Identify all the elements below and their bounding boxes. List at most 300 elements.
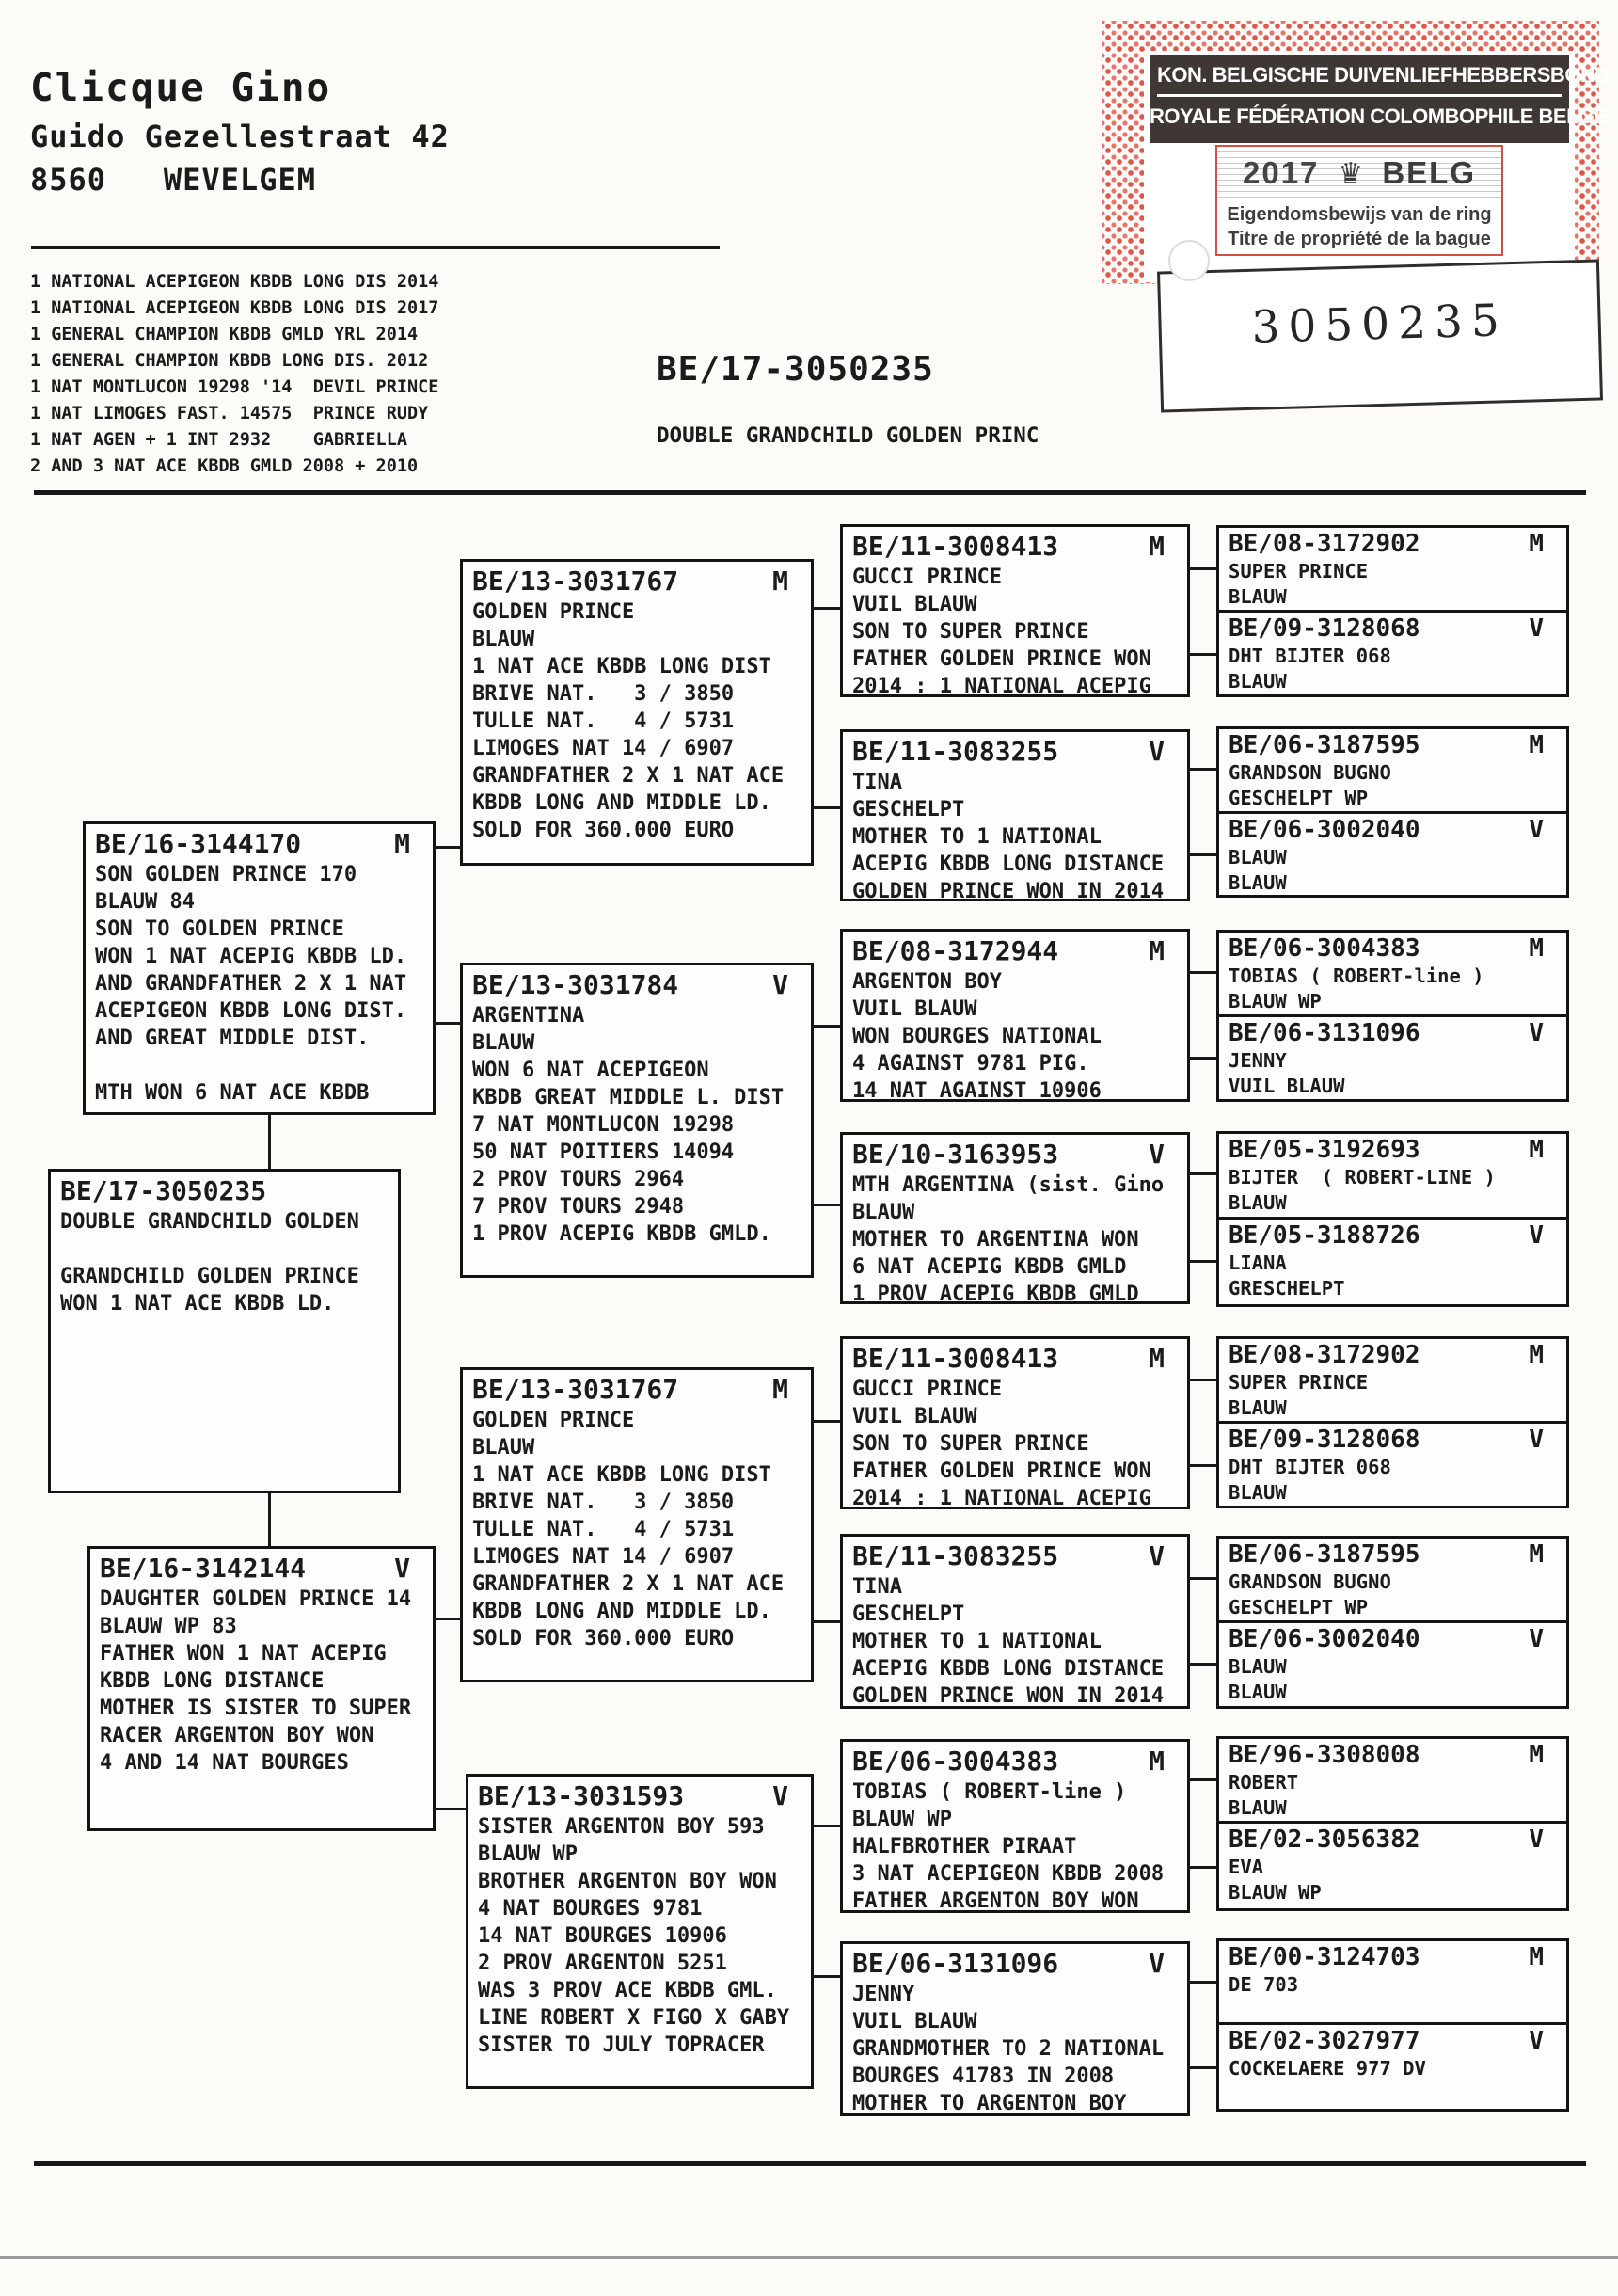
ring-number: BE/13-3031784: [472, 969, 679, 1000]
pedigree-box-gen4-6: [1216, 1536, 1569, 1709]
sex-label: M: [1529, 731, 1544, 759]
pedigree-notes: [852, 564, 1187, 700]
text-line: LIANA: [1229, 1251, 1287, 1274]
pedigree-notes: [852, 769, 1187, 905]
text-line: 2014 : 1 NATIONAL ACEPIG: [852, 675, 1151, 698]
gen4-entry: [1219, 1424, 1566, 1506]
connector: [1188, 653, 1218, 656]
connector: [812, 1025, 842, 1028]
text-line: 2 PROV TOURS 2964: [472, 1168, 685, 1191]
ring-number: BE/06-3004383: [852, 1746, 1059, 1777]
pedigree-box-gen3-3: [840, 929, 1190, 1102]
sex-label: V: [1529, 614, 1544, 643]
pedigree-notes: [852, 968, 1187, 1105]
pedigree-notes: [1229, 1251, 1566, 1301]
ring-number: BE/06-3187595: [1229, 1540, 1420, 1569]
text-line: JENNY: [852, 1983, 915, 2006]
pedigree-notes: [478, 1813, 811, 2059]
text-line: 2014 : 1 NATIONAL ACEPIG: [852, 1487, 1151, 1510]
connector: [1188, 1577, 1218, 1580]
text-line: 14 NAT AGAINST 10906: [852, 1079, 1102, 1103]
connector: [812, 1975, 842, 1978]
text-line: GOLDEN PRINCE: [472, 1409, 635, 1432]
text-line: ARGENTON BOY: [852, 970, 1002, 994]
gen4-entry: [1219, 1539, 1566, 1623]
federation-name-nl: KON. BELGISCHE DUIVENLIEFHEBBERSBOND: [1157, 56, 1562, 97]
pedigree-box-gen4-4: [1216, 1131, 1569, 1307]
connector: [434, 1618, 462, 1620]
sex-label: M: [1529, 530, 1544, 558]
pedigree-notes: [1229, 964, 1566, 1014]
pedigree-box-gen3-6: [840, 1534, 1190, 1709]
text-line: 4 AND 14 NAT BOURGES: [100, 1751, 349, 1775]
bottom-divider: [34, 2161, 1586, 2166]
text-line: 50 NAT POITIERS 14094: [472, 1140, 735, 1164]
sex-label: V: [1529, 1625, 1544, 1653]
text-line: ACEPIG KBDB LONG DISTANCE: [852, 853, 1165, 876]
text-line: KBDB GREAT MIDDLE L. DIST: [472, 1086, 785, 1109]
text-line: SON TO SUPER PRINCE: [852, 620, 1089, 644]
text-line: ROBERT: [1229, 1771, 1299, 1794]
pedigree-notes: [1229, 644, 1566, 694]
text-line: EVA: [1229, 1856, 1264, 1878]
text-line: BLAUW WP 83: [100, 1615, 237, 1638]
text-line: DOUBLE GRANDCHILD GOLDEN: [60, 1210, 359, 1234]
text-line: TULLE NAT. 4 / 5731: [472, 1518, 735, 1541]
pedigree-notes: [95, 861, 433, 1107]
ring-number: BE/16-3142144: [100, 1553, 307, 1584]
text-line: GESCHELPT WP: [1229, 787, 1369, 809]
ring-number: BE/11-3083255: [852, 736, 1059, 767]
gen4-entry: [1219, 729, 1566, 814]
owner-street: Guido Gezellestraat 42: [30, 119, 450, 154]
text-line: 3 NAT ACEPIGEON KBDB 2008: [852, 1862, 1165, 1886]
text-line: LIMOGES NAT 14 / 6907: [472, 1545, 735, 1569]
ring-number: BE/17-3050235: [60, 1175, 267, 1206]
text-line: GRANDMOTHER TO 2 NATIONAL: [852, 2037, 1165, 2061]
sex-label: V: [1149, 736, 1165, 767]
text-line: WON 6 NAT ACEPIGEON: [472, 1059, 709, 1082]
text-line: VUIL BLAUW: [852, 1405, 977, 1428]
text-line: HALFBROTHER PIRAAT: [852, 1835, 1077, 1858]
text-line: TULLE NAT. 4 / 5731: [472, 710, 735, 733]
text-line: SOLD FOR 360.000 EURO: [472, 819, 735, 842]
sex-label: V: [1529, 1826, 1544, 1854]
connector: [1188, 1464, 1218, 1467]
text-line: RACER ARGENTON BOY WON: [100, 1724, 374, 1747]
ring-number: BE/10-3163953: [852, 1139, 1059, 1170]
text-line: GRANDCHILD GOLDEN PRINCE: [60, 1265, 359, 1288]
text-line: WAS 3 PROV ACE KBDB GML.: [478, 1979, 777, 2002]
ownership-line-nl: Eigendomsbewijs van de ring: [1227, 204, 1492, 225]
text-line: ACEPIGEON KBDB LONG DIST.: [95, 999, 407, 1023]
connector: [268, 1493, 271, 1546]
text-line: BROTHER ARGENTON BOY WON: [478, 1870, 777, 1893]
connector: [1188, 2066, 1218, 2069]
ring-number: BE/06-3002040: [1229, 1625, 1420, 1653]
text-line: GRESCHELPT: [1229, 1276, 1345, 1299]
connector: [812, 1620, 842, 1623]
ring-number: BE/00-3124703: [1229, 1943, 1420, 1971]
sex-label: V: [772, 1780, 788, 1811]
text-line: 4 NAT BOURGES 9781: [478, 1897, 703, 1921]
text-line: 1 NAT LIMOGES FAST. 14575 PRINCE RUDY: [30, 404, 429, 423]
ownership-text: [1217, 199, 1501, 251]
ring-number: BE/05-3192693: [1229, 1136, 1420, 1164]
text-line: KBDB LONG AND MIDDLE LD.: [472, 1600, 771, 1623]
ring-number: BE/09-3128068: [1229, 614, 1420, 643]
ring-number: BE/08-3172944: [852, 935, 1059, 966]
text-line: WON 1 NAT ACEPIG KBDB LD.: [95, 945, 407, 968]
ring-number: BE/06-3131096: [1229, 1019, 1420, 1047]
sex-label: V: [1529, 1220, 1544, 1250]
connector: [1188, 1057, 1218, 1060]
connector: [434, 1808, 468, 1810]
sex-label: V: [1529, 1426, 1544, 1454]
connector: [434, 1022, 462, 1025]
sex-label: M: [1149, 1746, 1165, 1777]
sex-label: M: [1529, 1540, 1544, 1569]
text-line: SISTER TO JULY TOPRACER: [478, 2033, 765, 2057]
sex-label: M: [1529, 1341, 1544, 1369]
connector: [812, 1420, 842, 1423]
federation-name-fr: ROYALE FÉDÉRATION COLOMBOPHILE BELGE: [1150, 104, 1608, 128]
pedigree-notes: [1229, 1855, 1566, 1905]
text-line: FATHER GOLDEN PRINCE WON: [852, 647, 1151, 671]
text-line: SISTER ARGENTON BOY 593: [478, 1815, 765, 1839]
ring-number: BE/08-3172902: [1229, 1341, 1420, 1369]
text-line: BLAUW: [472, 1031, 535, 1055]
text-line: GOLDEN PRINCE WON IN 2014: [852, 880, 1165, 903]
text-line: BLAUW: [1229, 1655, 1287, 1678]
text-line: WON BOURGES NATIONAL: [852, 1025, 1102, 1048]
connector: [1188, 768, 1218, 771]
pedigree-notes: [852, 1981, 1187, 2117]
text-line: LINE ROBERT X FIGO X GABY: [478, 2006, 790, 2030]
text-line: BLAUW: [1229, 846, 1287, 869]
pedigree-box-dam-dam: [466, 1774, 814, 2089]
text-line: BLAUW WP: [478, 1842, 578, 1866]
federation-stamp: [1102, 21, 1610, 354]
sex-label: V: [772, 969, 788, 1000]
gen4-entry: [1219, 1339, 1566, 1424]
pedigree-box-gen3-8: [840, 1941, 1190, 2116]
text-line: BIJTER ( ROBERT-LINE ): [1229, 1166, 1496, 1188]
pedigree-notes: [472, 598, 811, 844]
header-divider: [31, 246, 720, 249]
connector: [1188, 1778, 1218, 1781]
ring-number: 3050235: [1250, 295, 1509, 354]
connector: [434, 846, 462, 849]
pedigree-box-gen4-2: [1216, 726, 1569, 898]
connector: [1188, 1981, 1218, 1984]
text-line: SON GOLDEN PRINCE 170: [95, 863, 357, 886]
text-line: BLAUW: [472, 628, 535, 651]
text-line: MTH WON 6 NAT ACE KBDB: [95, 1081, 370, 1105]
text-line: GRANDFATHER 2 X 1 NAT ACE: [472, 1572, 785, 1596]
pedigree-box-gen3-2: [840, 729, 1190, 901]
text-line: SON TO SUPER PRINCE: [852, 1432, 1089, 1456]
text-line: SON TO GOLDEN PRINCE: [95, 917, 344, 941]
sex-label: M: [772, 566, 788, 597]
achievements-list: [30, 269, 438, 480]
pedigree-box-sire-sire: [460, 559, 814, 866]
text-line: BLAUW WP: [852, 1808, 952, 1831]
text-line: GESCHELPT: [852, 1602, 965, 1626]
pedigree-box-gen3-5: [840, 1336, 1190, 1509]
connector: [812, 806, 842, 809]
text-line: BLAUW: [1229, 1481, 1287, 1504]
hole-punch: [1168, 240, 1210, 281]
ring-number: BE/09-3128068: [1229, 1426, 1420, 1454]
pedigree-notes: [100, 1586, 433, 1777]
text-line: AND GREAT MIDDLE DIST.: [95, 1027, 370, 1050]
pedigree-box-gen4-8: [1216, 1938, 1569, 2112]
connector: [812, 607, 842, 610]
ring-number: BE/02-3027977: [1229, 2027, 1420, 2055]
text-line: JENNY: [1229, 1049, 1287, 1072]
ring-number: BE/02-3056382: [1229, 1826, 1420, 1854]
gen4-entry: [1219, 1623, 1566, 1706]
sex-label: M: [1529, 934, 1544, 963]
sex-label: M: [1529, 1136, 1544, 1164]
text-line: TINA: [852, 1575, 902, 1599]
sex-label: V: [1149, 1540, 1165, 1571]
text-line: 1 PROV ACEPIG KBDB GMLD.: [472, 1222, 771, 1246]
connector: [1188, 1663, 1218, 1666]
pedigree-notes: [1229, 760, 1566, 811]
text-line: BLAUW: [1229, 585, 1287, 608]
sex-label: V: [1529, 1019, 1544, 1047]
text-line: GOLDEN PRINCE WON IN 2014: [852, 1684, 1165, 1708]
text-line: 4 AGAINST 9781 PIG.: [852, 1052, 1089, 1076]
text-line: MOTHER TO 1 NATIONAL: [852, 1630, 1102, 1653]
gen4-entry: [1219, 1739, 1566, 1824]
text-line: BRIVE NAT. 3 / 3850: [472, 1491, 735, 1514]
sex-label: V: [1149, 1139, 1165, 1170]
text-line: VUIL BLAUW: [1229, 1075, 1345, 1097]
text-line: [95, 1052, 433, 1079]
text-line: GRANDFATHER 2 X 1 NAT ACE: [472, 764, 785, 788]
gen4-entry: [1219, 1134, 1566, 1220]
text-line: GRANDSON BUGNO: [1229, 1571, 1391, 1593]
owner-name: Clicque Gino: [30, 65, 332, 110]
pedigree-box-gen4-3: [1216, 930, 1569, 1102]
text-line: DHT BIJTER 068: [1229, 645, 1391, 667]
connector: [812, 1204, 842, 1206]
ring-number: BE/13-3031593: [478, 1780, 685, 1811]
pedigree-box-dam-sire: [460, 1367, 814, 1682]
text-line: DHT BIJTER 068: [1229, 1456, 1391, 1478]
text-line: WON 1 NAT ACE KBDB LD.: [60, 1292, 335, 1315]
pedigree-box-sire-dam: [460, 963, 814, 1278]
connector: [1188, 853, 1218, 856]
text-line: 14 NAT BOURGES 10906: [478, 1924, 727, 1948]
pedigree-box-gen4-1: [1216, 525, 1569, 697]
text-line: 1 NAT MONTLUCON 19298 '14 DEVIL PRINCE: [30, 377, 439, 397]
text-line: SUPER PRINCE: [1229, 560, 1369, 582]
gen4-entry: [1219, 528, 1566, 613]
text-line: 7 NAT MONTLUCON 19298: [472, 1113, 735, 1137]
pedigree-notes: [1229, 2056, 1566, 2081]
connector: [1188, 1866, 1218, 1869]
subject-ring-title: BE/17-3050235: [657, 350, 934, 389]
ring-number: BE/96-3308008: [1229, 1741, 1420, 1769]
pedigree-notes: [852, 1172, 1187, 1308]
pedigree-notes: [1229, 845, 1566, 896]
text-line: MOTHER TO ARGENTINA WON: [852, 1228, 1139, 1252]
sex-label: V: [1529, 2027, 1544, 2055]
ring-number-tag: [1157, 259, 1603, 412]
text-line: VUIL BLAUW: [852, 997, 977, 1021]
ring-number: BE/11-3083255: [852, 1540, 1059, 1571]
pedigree-notes: [472, 1002, 811, 1248]
text-line: 1 NAT AGEN + 1 INT 2932 GABRIELLA: [30, 430, 407, 450]
pedigree-box-sire: [83, 821, 436, 1115]
ring-number: BE/06-3187595: [1229, 731, 1420, 759]
text-line: AND GRANDFATHER 2 X 1 NAT: [95, 972, 407, 996]
sex-label: M: [394, 828, 410, 859]
text-line: 2 PROV ARGENTON 5251: [478, 1952, 727, 1975]
text-line: BLAUW WP: [1229, 990, 1322, 1012]
owner-block: [30, 60, 450, 201]
connector: [268, 1113, 271, 1169]
pedigree-box-subject: [48, 1169, 401, 1493]
pedigree-notes: [852, 1573, 1187, 1710]
ring-number: BE/06-3004383: [1229, 934, 1420, 963]
ring-number: BE/11-3008413: [852, 1343, 1059, 1374]
gen4-entry: [1219, 1941, 1566, 2025]
text-line: MTH ARGENTINA (sist. Gino: [852, 1173, 1165, 1197]
pedigree-notes: [1229, 1770, 1566, 1821]
text-line: BLAUW: [1229, 1396, 1287, 1419]
pedigree-notes: [852, 1376, 1187, 1512]
pedigree-notes: [1229, 1654, 1566, 1705]
text-line: GESCHELPT: [852, 798, 965, 821]
connector: [1188, 1172, 1218, 1175]
scan-edge-line: [0, 2256, 1618, 2259]
ring-number: BE/13-3031767: [472, 1374, 679, 1405]
gen4-entry: [1219, 933, 1566, 1017]
text-line: FATHER ARGENTON BOY WON: [852, 1889, 1139, 1913]
gen4-entry: [1219, 814, 1566, 896]
ring-year-row: [1217, 147, 1501, 199]
pedigree-notes: [1229, 1370, 1566, 1421]
ring-number: BE/13-3031767: [472, 566, 679, 597]
text-line: BLAUW: [1229, 1191, 1287, 1214]
text-line: BLAUW: [472, 1436, 535, 1459]
text-line: GUCCI PRINCE: [852, 1378, 1002, 1401]
top-divider: [34, 490, 1586, 495]
ring-number: BE/05-3188726: [1229, 1220, 1420, 1250]
text-line: 2 AND 3 NAT ACE KBDB GMLD 2008 + 2010: [30, 456, 419, 476]
text-line: BRIVE NAT. 3 / 3850: [472, 682, 735, 706]
text-line: SOLD FOR 360.000 EURO: [472, 1627, 735, 1650]
text-line: SUPER PRINCE: [1229, 1371, 1369, 1394]
pedigree-notes: [1229, 1165, 1566, 1216]
gen4-entry: [1219, 2025, 1566, 2109]
pedigree-notes: [1229, 1455, 1566, 1506]
gen4-entry: [1219, 1220, 1566, 1305]
pedigree-notes: [1229, 1570, 1566, 1620]
ring-number: BE/11-3008413: [852, 531, 1059, 562]
text-line: VUIL BLAUW: [852, 593, 977, 616]
sex-label: M: [1529, 1943, 1544, 1971]
text-line: FATHER WON 1 NAT ACEPIG: [100, 1642, 387, 1666]
ring-number: BE/08-3172902: [1229, 530, 1420, 558]
text-line: DE 703: [1229, 1973, 1299, 1996]
text-line: GRANDSON BUGNO: [1229, 761, 1391, 784]
text-line: KBDB LONG DISTANCE: [100, 1669, 325, 1693]
ring-number: BE/06-3131096: [852, 1948, 1059, 1979]
ring-year-box: [1215, 145, 1503, 256]
sex-label: M: [1149, 1343, 1165, 1374]
pedigree-notes: [1229, 1048, 1566, 1099]
text-line: BLAUW: [852, 1201, 915, 1224]
federation-banner: [1150, 55, 1610, 143]
pedigree-box-gen4-7: [1216, 1736, 1569, 1911]
connector: [1188, 1379, 1218, 1381]
connector: [1188, 1260, 1218, 1263]
text-line: TOBIAS ( ROBERT-line ): [852, 1780, 1127, 1804]
sex-label: V: [394, 1553, 410, 1584]
ring-country: BELG: [1382, 155, 1476, 190]
text-line: 1 NAT ACE KBDB LONG DIST: [472, 1463, 771, 1487]
text-line: BLAUW: [1229, 1681, 1287, 1703]
text-line: GUCCI PRINCE: [852, 566, 1002, 589]
text-line: VUIL BLAUW: [852, 2010, 977, 2033]
pedigree-box-gen3-7: [840, 1739, 1190, 1913]
text-line: KBDB LONG AND MIDDLE LD.: [472, 791, 771, 815]
text-line: TOBIAS ( ROBERT-line ): [1229, 965, 1484, 987]
text-line: BOURGES 41783 IN 2008: [852, 2065, 1115, 2088]
connector: [1188, 971, 1218, 974]
pedigree-box-gen3-1: [840, 524, 1190, 697]
text-line: DAUGHTER GOLDEN PRINCE 14: [100, 1587, 412, 1611]
ring-number: BE/06-3002040: [1229, 816, 1420, 844]
pedigree-notes: [472, 1407, 811, 1652]
text-line: COCKELAERE 977 DV: [1229, 2057, 1426, 2080]
text-line: BLAUW: [1229, 670, 1287, 693]
sex-label: M: [1529, 1741, 1544, 1769]
text-line: 1 GENERAL CHAMPION KBDB GMLD YRL 2014: [30, 325, 419, 344]
text-line: MOTHER TO ARGENTON BOY: [852, 2092, 1127, 2115]
sex-label: V: [1529, 816, 1544, 844]
pedigree-box-gen4-5: [1216, 1336, 1569, 1508]
text-line: 1 PROV ACEPIG KBDB GMLD: [852, 1283, 1139, 1306]
pedigree-box-dam: [87, 1546, 436, 1831]
gen4-entry: [1219, 613, 1566, 694]
connector: [1188, 567, 1218, 570]
pedigree-notes: [1229, 1972, 1566, 1998]
crown-icon: ♛: [1338, 156, 1364, 190]
text-line: GESCHELPT WP: [1229, 1596, 1369, 1618]
sex-label: M: [1149, 531, 1165, 562]
pedigree-notes: [60, 1208, 398, 1317]
ownership-line-fr: Titre de propriété de la bague: [1228, 229, 1491, 249]
text-line: [60, 1236, 398, 1263]
text-line: 6 NAT ACEPIG KBDB GMLD: [852, 1255, 1127, 1279]
pedigree-notes: [852, 1778, 1187, 1915]
sex-label: V: [1149, 1948, 1165, 1979]
text-line: MOTHER IS SISTER TO SUPER: [100, 1697, 412, 1720]
gen4-entry: [1219, 1017, 1566, 1099]
sex-label: M: [1149, 935, 1165, 966]
subject-subtitle: DOUBLE GRANDCHILD GOLDEN PRINC: [657, 423, 1039, 448]
sex-label: M: [772, 1374, 788, 1405]
text-line: ARGENTINA: [472, 1004, 585, 1028]
gen4-entry: [1219, 1824, 1566, 1908]
